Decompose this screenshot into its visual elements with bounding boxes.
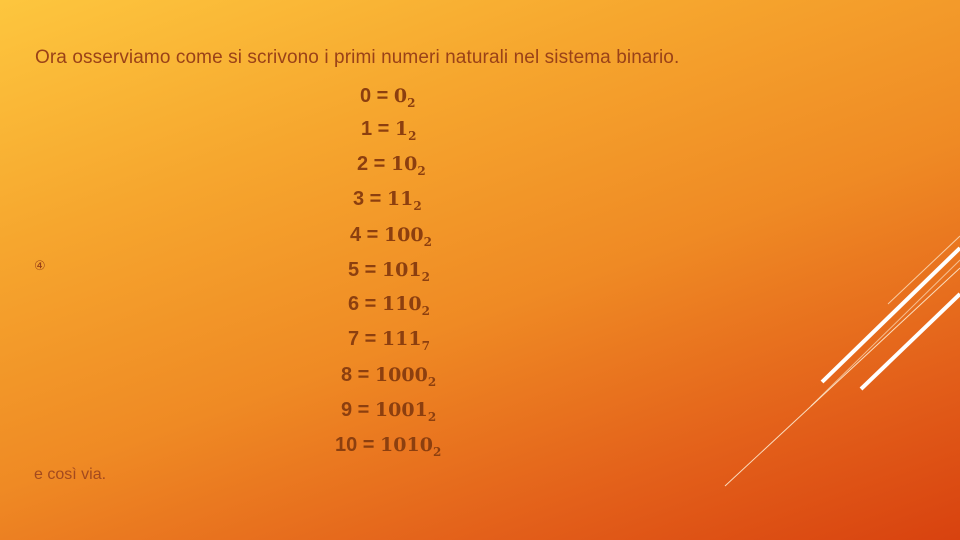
decimal-number: 5: [348, 259, 360, 281]
decimal-number: 0: [360, 85, 372, 107]
equation-row: $8 = 1000_2$: [341, 364, 437, 389]
base-subscript: 2: [421, 270, 430, 284]
binary-number: 1000: [374, 364, 428, 386]
base-subscript: 2: [427, 410, 437, 424]
base-subscript: 2: [417, 164, 426, 178]
base-subscript: 7: [421, 339, 430, 353]
decimal-number: 9: [341, 399, 353, 421]
decimal-number: 10: [335, 434, 358, 456]
binary-number: 101: [381, 259, 422, 281]
thin-diagonal-line: [725, 268, 960, 486]
equation-row: $0 = 0_2$: [360, 85, 416, 110]
decimal-number: 6: [348, 293, 360, 315]
binary-number: 1010: [380, 434, 433, 456]
bullet-marker: ④: [34, 259, 46, 274]
decimal-number: 8: [341, 364, 353, 386]
equation-row: $7 = 111_7$: [348, 328, 430, 353]
binary-number: 0: [393, 85, 408, 107]
closing-text: e così via.: [34, 466, 107, 483]
decimal-number: 7: [348, 328, 360, 350]
base-subscript: 2: [432, 445, 442, 459]
decimal-number: 4: [350, 224, 362, 246]
equation-row: $4 = 100_2$: [350, 224, 432, 249]
equation-row: $3 = 11_2$: [353, 188, 422, 213]
thin-diagonal-line: [811, 260, 960, 406]
decimal-number: 2: [357, 153, 369, 175]
slide-heading: Ora osserviamo come si scrivono i primi numeri naturali nel sistema binario.: [35, 47, 680, 68]
binary-number: 11: [386, 188, 414, 210]
base-subscript: 2: [413, 199, 422, 213]
equation-row: $9 = 1001_2$: [341, 399, 437, 424]
binary-number: 1: [394, 118, 409, 140]
equation-row: $5 = 101_2$: [348, 259, 430, 284]
equation-row: $6 = 110_2$: [348, 293, 430, 318]
equation-row: $2 = 10_2$: [357, 153, 426, 178]
binary-number: 100: [383, 224, 424, 246]
base-subscript: 2: [427, 375, 437, 389]
base-subscript: 2: [408, 129, 417, 143]
binary-number: 1001: [374, 399, 428, 421]
base-subscript: 2: [407, 96, 416, 110]
binary-number: 10: [390, 153, 418, 175]
base-subscript: 2: [421, 304, 430, 318]
equation-row: $10 = 1010_2$: [335, 434, 442, 459]
base-subscript: 2: [423, 235, 432, 249]
binary-number: 110: [381, 293, 422, 315]
binary-number: 111: [381, 328, 422, 350]
decimal-number: 1: [361, 118, 373, 140]
equation-row: $1 = 1_2$: [361, 118, 417, 143]
decimal-number: 3: [353, 188, 365, 210]
